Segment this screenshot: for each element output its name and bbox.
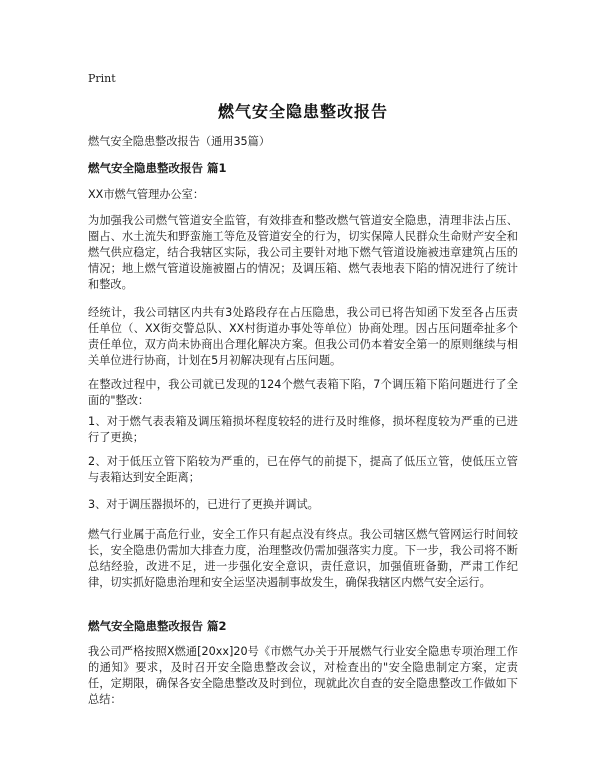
page-title: 燃气安全隐患整改报告 bbox=[217, 102, 388, 121]
paragraph-5: 2、对于低压立管下陷较为严重的，已在停气的前提下，提高了低压立管，使低压立管与表箱达到安全距离； bbox=[88, 455, 518, 484]
paragraph-8: 我公司严格按照X燃通[20xx]20号《市燃气办关于开展燃气行业安全隐患专项治理工作的通知》要求，及时召开安全隐患整改会议，对检查出的"安全隐患制定方案，定责任，定期限，确保各安全隐患整改及时到位，现就此次自查的安全隐患整改工作做如下总结： bbox=[88, 645, 518, 706]
paragraph-6: 3、对于调压器损坏的，已进行了更换并调试。 bbox=[88, 498, 319, 511]
paragraph-3: 在整改过程中，我公司就已发现的124个燃气表箱下陷，7个调压箱下陷问题进行了全面的"整改： bbox=[88, 378, 518, 407]
addressee: XX市燃气管理办公室： bbox=[88, 188, 205, 201]
print-link[interactable]: Print bbox=[88, 72, 116, 85]
section-heading-2: 燃气安全隐患整改报告 篇2 bbox=[88, 619, 227, 633]
paragraph-4: 1、对于燃气表表箱及调压箱损坏程度较轻的进行及时维修，损坏程度较为严重的已进行了更换； bbox=[88, 415, 518, 444]
paragraph-2: 经统计，我公司辖区内共有3处路段存在占压隐患，我公司已将告知函下发至各占压责任单位（、XX街交警总队、XX村街道办事处等单位）协商处理。因占压问题牵扯多个责任单位，双方尚未协商出合理化解决方案。但我公司仍本着安全第一的原则继续与相关单位进行协商，计划在5月初解决现有占压问题。 bbox=[88, 306, 518, 367]
paragraph-7: 燃气行业属于高危行业，安全工作只有起点没有终点。我公司辖区燃气管网运行时间较长，安全隐患仍需加大排查力度，治理整改仍需加强落实力度。下一步，我公司将不断总结经验，改进不足，进一步强化安全意识，责任意识，加强值班备勤，严肃工作纪律，切实抓好隐患治理和安全运坚决遏制事故发生，确保我辖区内燃气安全运行。 bbox=[88, 528, 518, 589]
subtitle: 燃气安全隐患整改报告（通用35篇） bbox=[88, 135, 271, 148]
paragraph-1: 为加强我公司燃气管道安全监管，有效排查和整改燃气管道安全隐患，清理非法占压、圈占、水土流失和野蛮施工等危及管道安全的行为，切实保障人民群众生命财产安全和燃气供应稳定，结合我辖区实际，我公司主要针对地下燃气管道设施被违章建筑占压的情况；地上燃气管道设施被圈占的情况；及调压箱、燃气表地表下陷的情况进行了统计和整改。 bbox=[88, 214, 518, 291]
section-heading-1: 燃气安全隐患整改报告 篇1 bbox=[88, 161, 227, 175]
